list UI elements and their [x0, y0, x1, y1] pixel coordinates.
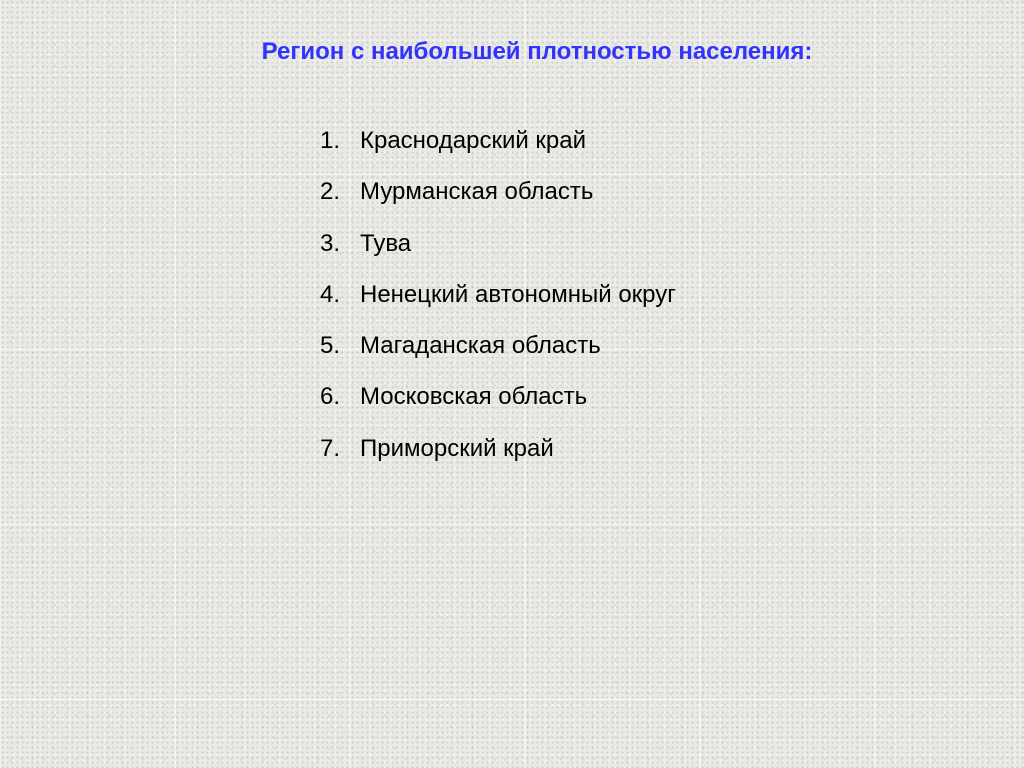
list-item-number: 3.	[320, 229, 341, 257]
list-item-label: Московская область	[360, 383, 588, 411]
list-item-label: Мурманская область	[360, 178, 594, 206]
list-item-number: 1.	[320, 127, 341, 154]
list-item-label: Краснодарский край	[360, 127, 587, 154]
list-item-label: Ненецкий автономный округ	[360, 280, 677, 308]
list-item	[320, 429, 676, 480]
list-item-number: 7.	[320, 434, 341, 462]
list-item-number: 5.	[320, 332, 341, 360]
list-item	[320, 275, 676, 326]
region-list	[320, 121, 676, 480]
list-item	[320, 224, 676, 275]
list-item	[320, 172, 676, 223]
list-item-label: Приморский край	[360, 434, 554, 462]
list-item-number: 2.	[320, 178, 341, 206]
list-item-label: Тува	[360, 229, 412, 257]
slide-title: Регион с наибольшей плотностью населения:	[261, 38, 813, 65]
list-item	[320, 377, 676, 428]
list-item	[320, 121, 676, 172]
list-item-number: 4.	[320, 280, 341, 308]
list-item	[320, 326, 676, 377]
list-item-number: 6.	[320, 383, 341, 411]
list-item-label: Магаданская область	[360, 332, 601, 360]
